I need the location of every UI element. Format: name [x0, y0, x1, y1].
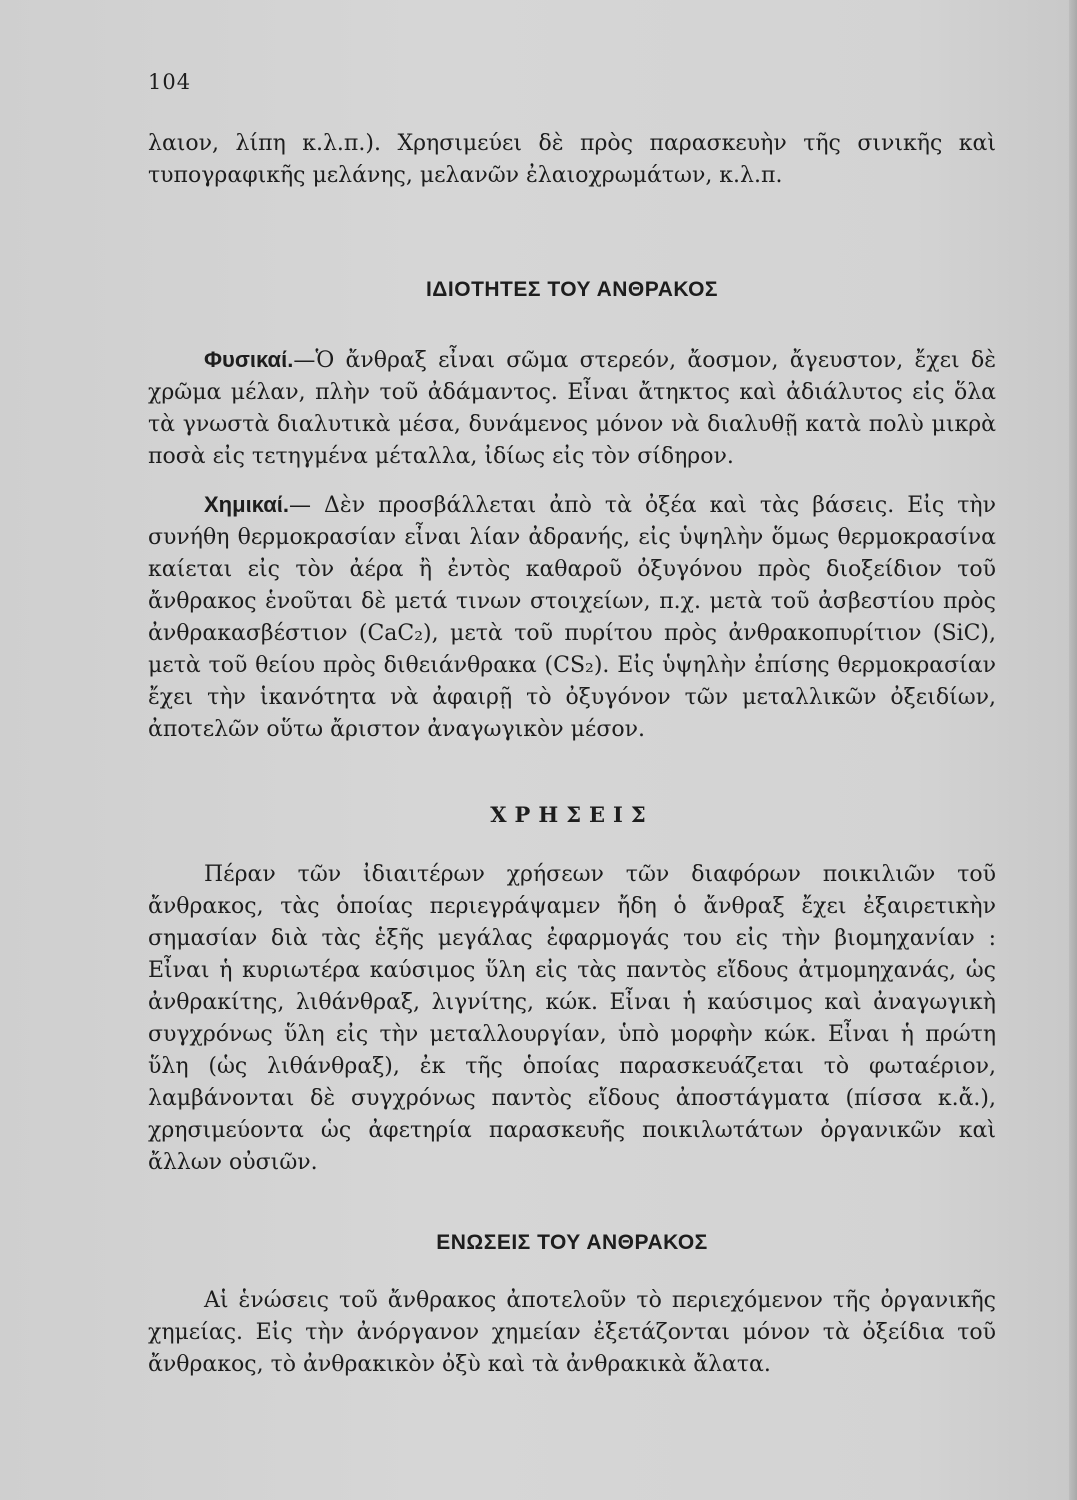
- heading-uses: ΧΡΗΣΕΙΣ: [490, 802, 654, 827]
- text-physical: —Ὁ ἄνθραξ εἶναι σῶμα στερεόν, ἄοσμον, ἄγευστον, ἔχει δὲ χρῶμα μέλαν, πλὴν τοῦ ἀδάμαντος. Εἶναι ἄτηκτος καὶ ἀδιάλυτος εἰς ὅλα τὰ γνωστὰ διαλυτικὰ μέσα, δυνάμενος μόνον νὰ διαλυθῇ κατὰ πολὺ μικρὰ ποσὰ εἰς τετηγμένα μέταλλα, ἰδίως εἰς τὸν σίδηρον.: [148, 348, 996, 469]
- heading-compounds: ΕΝΩΣΕΙΣ ΤΟΥ ΑΝΘΡΑΚΟΣ: [436, 1231, 708, 1254]
- page-content: [148, 128, 996, 1381]
- lead-physical: Φυσικαί.: [204, 347, 294, 372]
- paragraph-uses: Πέραν τῶν ἰδιαιτέρων χρήσεων τῶν διαφόρων ποικιλιῶν τοῦ ἄνθρακος, τὰς ὁποίας περιεγράψαμεν ἤδη ὁ ἄνθραξ ἔχει ἐξαιρετικὴν σημασίαν διὰ τὰς ἑξῆς μεγάλας ἐφαρμογάς του εἰς τὴν βιομηχανίαν : Εἶναι ἡ κυριωτέρα καύσιμος ὕλη εἰς τὰς παντὸς εἴδους ἀτμομηχανάς, ὡς ἀνθρακίτης, λιθάνθραξ, λιγνίτης, κώκ. Εἶναι ἡ καύσιμος καὶ ἀναγωγικὴ συγχρόνως ὕλη εἰς τὴν μεταλλουργίαν, ὑπὸ μορφὴν κώκ. Εἶναι ἡ πρώτη ὕλη (ὡς λιθάνθραξ), ἐκ τῆς ὁποίας παρασκευάζεται τὸ φωταέριον, λαμβάνονται δὲ συγχρόνως παντὸς εἴδους ἀποστάγματα (πίσσα κ.ἄ.), χρησιμεύοντα ὡς ἀφετηρία παρασκευῆς ποικιλωτάτων ὀργανικῶν καὶ ἄλλων οὐσιῶν.: [148, 862, 996, 1175]
- page-edge-shadow: [1069, 0, 1077, 1500]
- paragraph-physical: [148, 344, 996, 473]
- page-number: 104: [148, 70, 192, 94]
- lead-chemical: Χημικαί.: [204, 492, 289, 517]
- heading-properties: ΙΔΙΟΤΗΤΕΣ ΤΟΥ ΑΝΘΡΑΚΟΣ: [425, 278, 719, 301]
- paragraph-continuation: λαιον, λίπη κ.λ.π.). Χρησιμεύει δὲ πρὸς παρασκευὴν τῆς σινικῆς καὶ τυπογραφικῆς μελάνης, μελανῶν ἐλαιοχρωμάτων, κ.λ.π.: [148, 131, 996, 188]
- paragraph-chemical: [148, 489, 996, 746]
- text-chemical: — Δὲν προσβάλλεται ἀπὸ τὰ ὀξέα καὶ τὰς βάσεις. Εἰς τὴν συνήθη θερμοκρασίαν εἶναι λίαν ἀδρανής, εἰς ὑψηλὴν ὅμως θερμοκρασίνα καίεται εἰς τὸν ἀέρα ἢ ἐντὸς καθαροῦ ὀξυγόνου πρὸς διοξείδιον τοῦ ἄνθρακος ἑνοῦται δὲ μετά τινων στοιχείων, π.χ. μετὰ τοῦ ἀσβεστίου πρὸς ἀνθρακασβέστιον (CaC₂), μετὰ τοῦ πυρίτου πρὸς ἀνθρακοπυρίτιον (SiC), μετὰ τοῦ θείου πρὸς διθειάνθρακα (CS₂). Εἰς ὑψηλὴν ἐπίσης θερμοκρασίαν ἔχει τὴν ἱκανότητα νὰ ἀφαιρῇ τὸ ὀξυγόνον τῶν μεταλλικῶν ὀξειδίων, ἀποτελῶν οὕτω ἄριστον ἀναγωγικὸν μέσον.: [148, 493, 996, 742]
- paragraph-compounds: Αἱ ἑνώσεις τοῦ ἄνθρακος ἀποτελοῦν τὸ περιεχόμενον τῆς ὀργανικῆς χημείας. Εἰς τὴν ἀνόργανον χημείαν ἐξετάζονται μόνον τὰ ὀξείδια τοῦ ἄνθρακος, τὸ ἀνθρακικὸν ὀξὺ καὶ τὰ ἀνθρακικὰ ἄλατα.: [148, 1288, 996, 1377]
